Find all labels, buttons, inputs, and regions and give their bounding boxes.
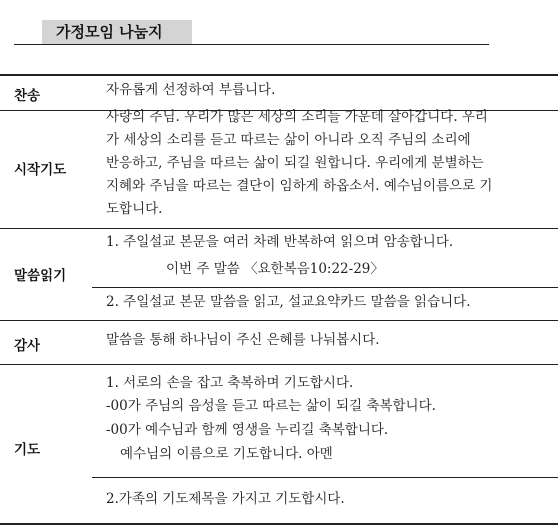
hymn-label: 찬송: [14, 88, 41, 104]
prayer-blessing-1: -00가 주님의 음성을 듣고 따르는 삶이 되길 축복합니다.: [106, 398, 436, 414]
page-title: 가정모임 나눔지: [42, 20, 192, 44]
divider: [0, 364, 558, 365]
prayer-blessing-2: -00가 예수님과 함께 영생을 누리길 축복합니다.: [106, 422, 389, 438]
divider: [0, 228, 558, 229]
divider: [92, 287, 558, 288]
thanks-text: 말씀을 통해 하나님이 주신 은혜를 나눠봅시다.: [106, 332, 380, 348]
reading-item-2: 2. 주일설교 본문 말씀을 읽고, 설교요약카드 말씀을 읽습니다.: [106, 294, 471, 310]
divider: [0, 74, 558, 76]
opening-prayer-line: 사랑의 주님. 우리가 많은 세상의 소리들 가운데 살아갑니다. 우리: [106, 109, 488, 125]
divider: [0, 523, 558, 525]
opening-prayer-line: 지혜와 주님을 따르는 결단이 임하게 하옵소서. 예수님이름으로 기: [106, 178, 493, 194]
opening-prayer-line: 가 세상의 소리를 듣고 따르는 삶이 아니라 오직 주님의 소리에: [106, 132, 471, 148]
prayer-closing: 예수님의 이름으로 기도합니다. 아멘: [120, 446, 333, 462]
opening-prayer-line: 반응하고, 주님을 따르는 삶이 되길 원합니다. 우리에게 분별하는: [106, 155, 484, 171]
title-underline: [14, 44, 489, 45]
divider: [0, 320, 558, 321]
thanks-label: 감사: [14, 338, 41, 354]
word-reading-label: 말씀읽기: [14, 268, 67, 284]
reading-verse: 이번 주 말씀 〈요한복음10:22-29〉: [166, 261, 384, 277]
prayer-label: 기도: [14, 442, 41, 458]
reading-item-1: 1. 주일설교 본문을 여러 차례 반복하여 읽으며 암송합니다.: [106, 234, 454, 250]
hymn-text: 자유롭게 선정하여 부릅니다.: [106, 82, 276, 98]
opening-prayer-line: 도합니다.: [106, 201, 163, 217]
opening-prayer-label: 시작기도: [14, 162, 67, 178]
prayer-item-2: 2.가족의 기도제목을 가지고 기도합시다.: [106, 491, 345, 507]
divider: [92, 477, 558, 478]
prayer-item-1: 1. 서로의 손을 잡고 축복하며 기도합시다.: [106, 375, 354, 391]
